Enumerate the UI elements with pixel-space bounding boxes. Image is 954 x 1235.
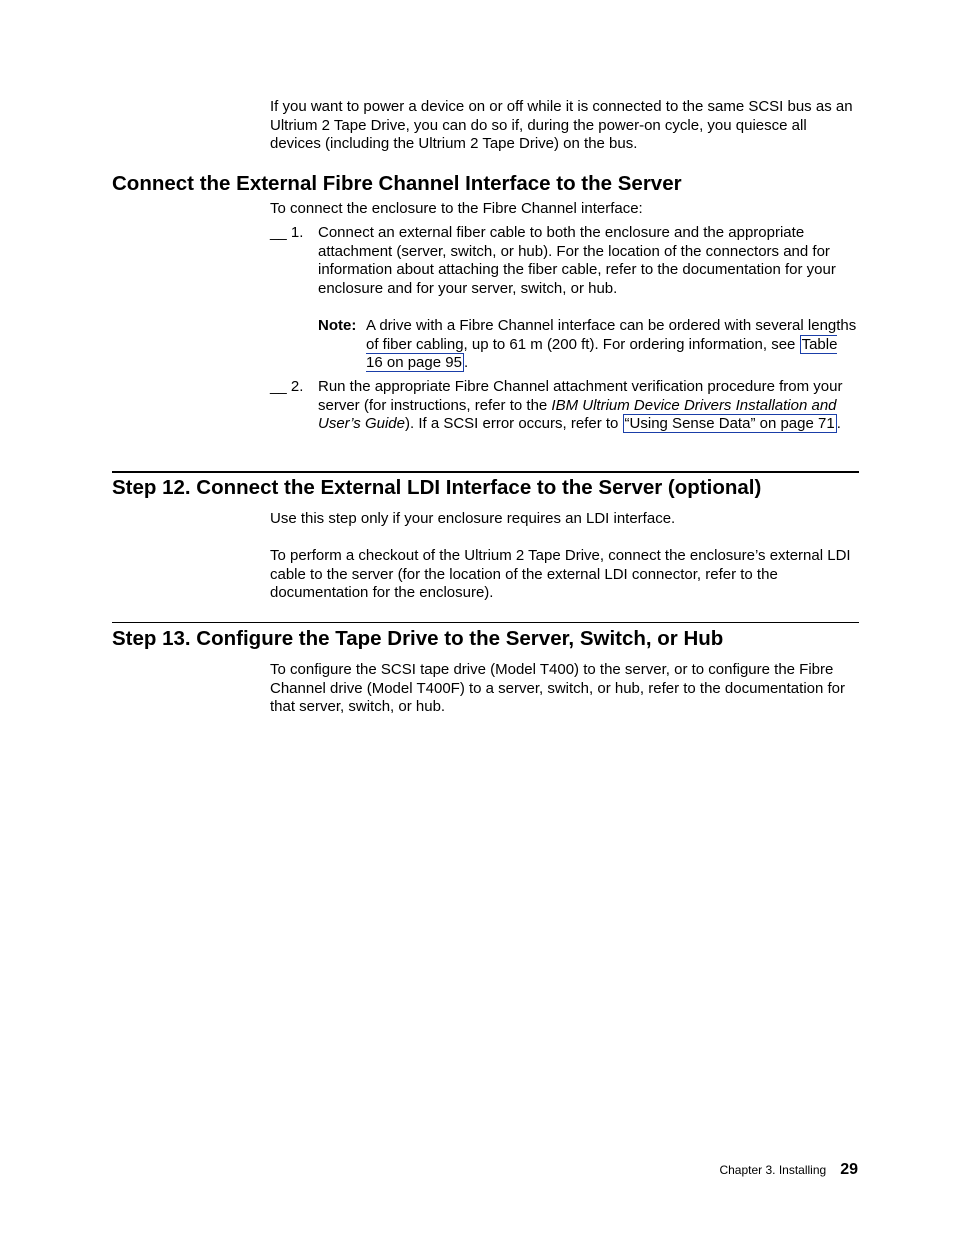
fibre-channel-lead: To connect the enclosure to the Fibre Channel interface: [270, 200, 643, 217]
note-block [318, 317, 858, 373]
using-sense-data-link[interactable]: “Using Sense Data” on page 71 [624, 415, 835, 433]
step-item-2 [270, 378, 860, 434]
heading-step-13: Step 13. Configure the Tape Drive to the Server, Switch, or Hub [112, 627, 724, 650]
heading-fibre-channel: Connect the External Fibre Channel Interface to the Server [112, 172, 682, 195]
step-2-text: Run the appropriate Fibre Channel attachment verification procedure from your server (for instructions, refer to the [318, 378, 843, 414]
section-divider [112, 471, 859, 473]
step-text: Connect an external fiber cable to both the enclosure and the appropriate attachment (server, switch, or hub). For the location of the connectors and for information about attaching the fiber cable, refer to the documentation for your enclosure and for your server, switch, or hub. [318, 224, 836, 298]
note-body [366, 317, 858, 373]
step-checkbox-marker: __ 2. [270, 378, 304, 395]
step-12-paragraph-2: To perform a checkout of the Ultrium 2 Tape Drive, connect the enclosure’s external LDI cable to the server (for the location of the external LDI connector, refer to the documentation for the enclosure). [270, 547, 851, 602]
step-text [318, 378, 860, 434]
page-footer [719, 1161, 858, 1179]
section-divider [112, 622, 859, 623]
heading-step-12: Step 12. Connect the External LDI Interface to the Server (optional) [112, 476, 762, 499]
note-label: Note: [318, 317, 357, 334]
intro-paragraph: If you want to power a device on or off while it is connected to the same SCSI bus as an Ultrium 2 Tape Drive, you can do so if, during the power-on cycle, you quiesce all devices (including the Ultrium 2 Tape Drive) on the bus. [270, 98, 853, 153]
step-item-1 [270, 224, 860, 299]
step-2-text-middle: ). If a SCSI error occurs, refer to [404, 415, 623, 433]
footer-chapter: Chapter 3. Installing [719, 1163, 827, 1177]
page-number: 29 [840, 1161, 858, 1178]
table-16-link[interactable]: Table 16 on page 95 [366, 335, 838, 372]
step-checkbox-marker: __ 1. [270, 224, 304, 241]
note-text: A drive with a Fibre Channel interface can be ordered with several lengths of fiber cabling, up to 61 m (200 ft). For ordering information, see [366, 317, 857, 353]
book-title: IBM Ultrium Device Drivers Installation and User’s Guide [318, 396, 837, 433]
note-text-end: . [463, 354, 469, 372]
step-12-paragraph-1: Use this step only if your enclosure requires an LDI interface. [270, 510, 676, 527]
step-13-paragraph-1: To configure the SCSI tape drive (Model T400) to the server, or to configure the Fibre Channel drive (Model T400F) to a server, switch, or hub, refer to the documentation for that server, switch, or hub. [270, 661, 846, 716]
step-2-text-end: . [836, 415, 841, 433]
